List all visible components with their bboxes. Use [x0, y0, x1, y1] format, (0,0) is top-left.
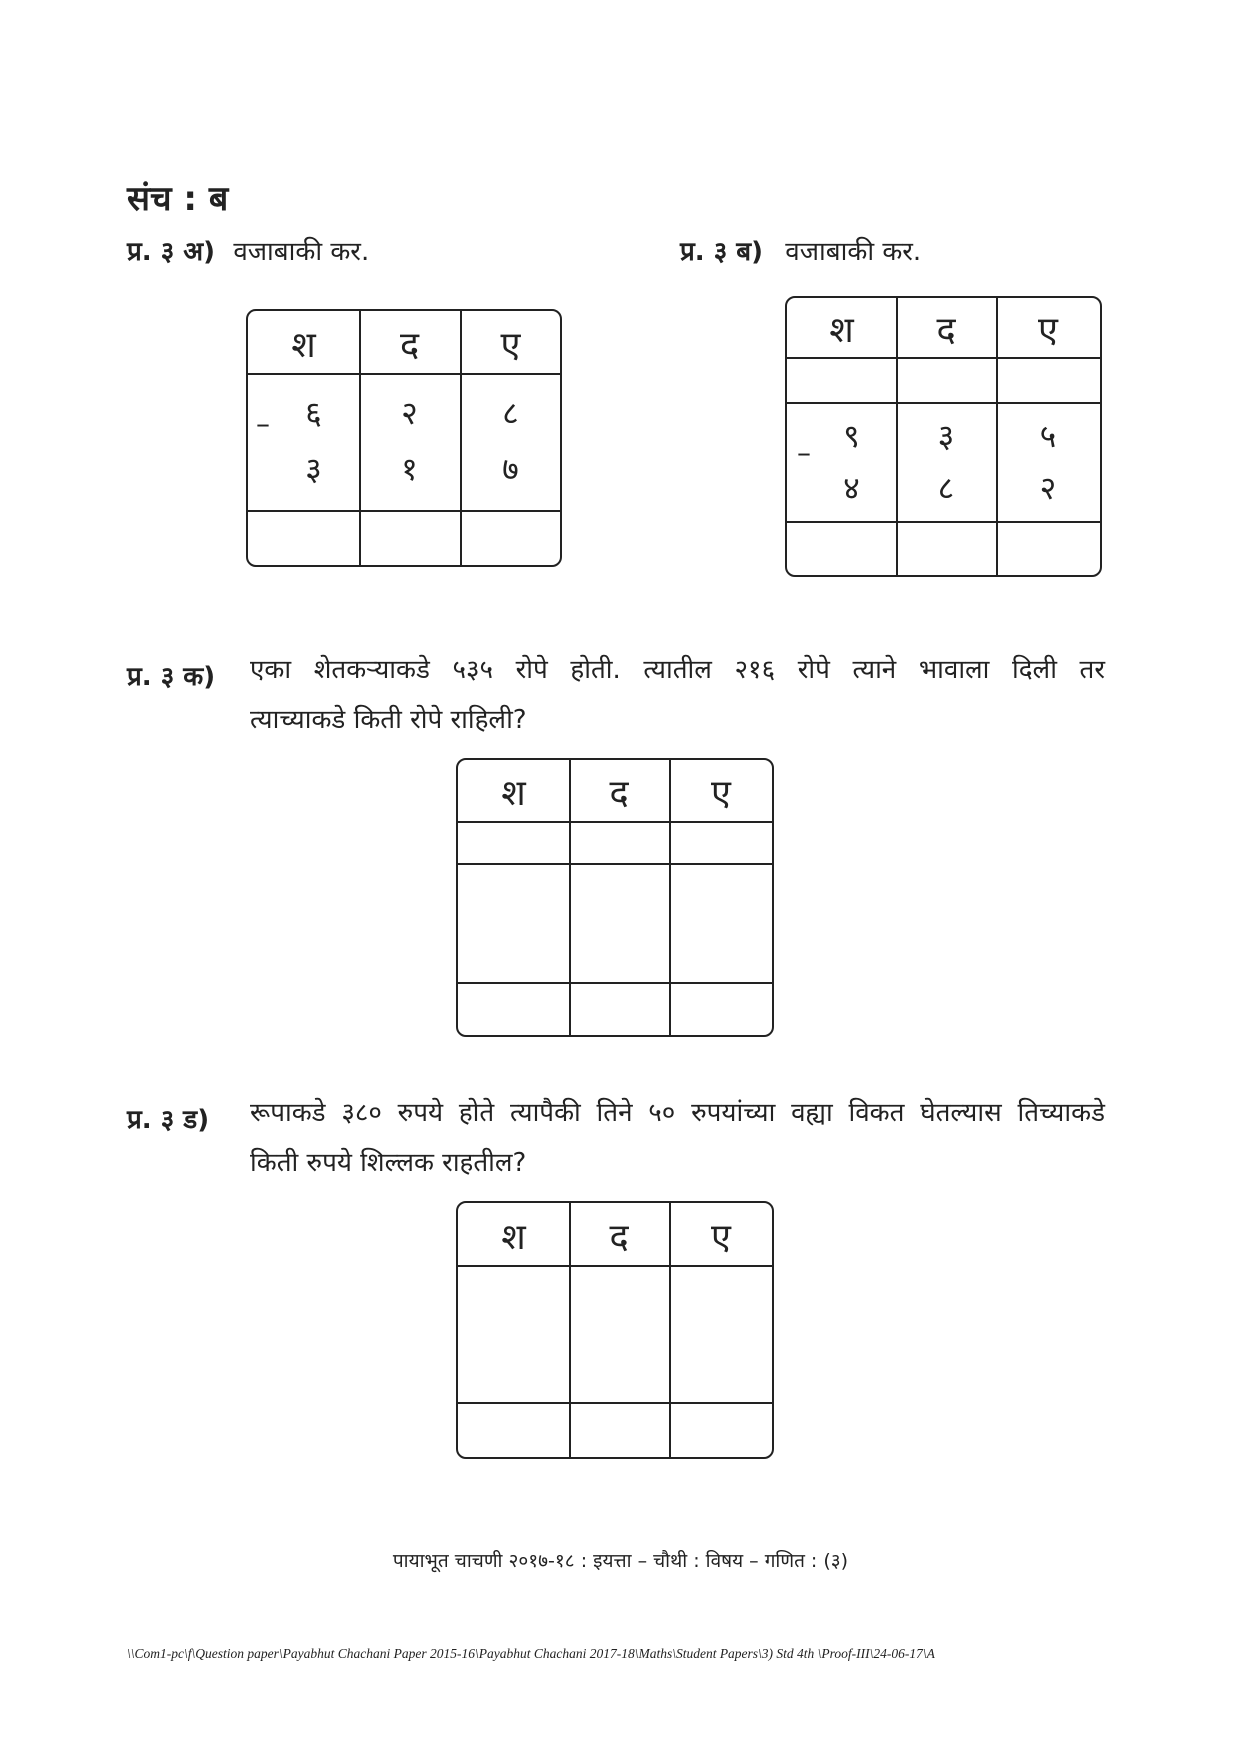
place-value-grid-3b: [785, 296, 1102, 577]
subtrahend-digit: ४: [843, 469, 860, 507]
question-3a-label: प्र. ३ अ): [127, 237, 216, 267]
minuend-digit: ६: [305, 394, 322, 432]
header-hundreds: श: [291, 325, 316, 366]
question-3c-label: प्र. ३ क): [127, 662, 216, 692]
place-value-grid-3a: [246, 309, 562, 567]
question-3d-line1: रूपाकडे ३८० रुपये होते त्यापैकी तिने ५० रुपयांच्या वह्या विकत घेतल्यास तिच्याकडे: [250, 1098, 1105, 1128]
header-tens: द: [609, 773, 629, 814]
subtrahend-digit: ७: [502, 450, 519, 488]
minuend-digit: ५: [1039, 417, 1057, 455]
header-ones: ए: [1038, 310, 1058, 351]
minuend-digit: ८: [502, 394, 519, 432]
set-title: संच : ब: [127, 179, 229, 219]
question-3b-label: प्र. ३ ब): [680, 237, 764, 267]
minuend-digit: ३: [937, 417, 955, 455]
page-footer: पायाभूत चाचणी २०१७-१८ : इयत्ता – चौथी : विषय – गणित : (३): [392, 1550, 849, 1572]
question-3a-heading: [127, 232, 369, 268]
question-3a-text: वजाबाकी कर.: [233, 237, 370, 267]
header-tens: द: [399, 325, 420, 366]
header-tens: द: [936, 310, 956, 351]
header-hundreds: श: [829, 310, 854, 351]
subtrahend-digit: ३: [305, 450, 322, 488]
question-3b-text: वजाबाकी कर.: [785, 237, 922, 267]
question-3b-heading: [680, 232, 921, 268]
subtrahend-digit: ८: [937, 469, 955, 507]
header-tens: द: [609, 1217, 629, 1258]
minus-sign: –: [797, 436, 811, 469]
file-path: \\Com1-pc\f\Question paper\Payabhut Chachani Paper 2015-16\Payabhut Chachani 2017-18\Maths\Student Papers\3) Std 4th \Proof-III\24-06-17\A: [127, 1646, 935, 1661]
header-hundreds: श: [501, 773, 526, 814]
header-ones: ए: [500, 325, 521, 366]
minuend-digit: २: [401, 394, 418, 432]
header-ones: ए: [711, 1217, 731, 1258]
header-hundreds: श: [501, 1217, 526, 1258]
place-value-grid-3d: [456, 1201, 774, 1459]
question-3d-line2: किती रुपये शिल्लक राहतील?: [250, 1148, 527, 1178]
minus-sign: –: [256, 407, 270, 440]
question-3c-line2: त्याच्याकडे किती रोपे राहिली?: [250, 705, 527, 735]
place-value-grid-3c: [456, 758, 774, 1037]
subtrahend-digit: २: [1039, 469, 1057, 507]
question-3d-label: प्र. ३ ड): [127, 1105, 210, 1135]
header-ones: ए: [711, 773, 731, 814]
minuend-digit: ९: [843, 417, 860, 455]
subtrahend-digit: १: [401, 450, 418, 488]
question-3c-line1: एका शेतकऱ्याकडे ५३५ रोपे होती. त्यातील २१६ रोपे त्याने भावाला दिली तर: [250, 655, 1105, 685]
